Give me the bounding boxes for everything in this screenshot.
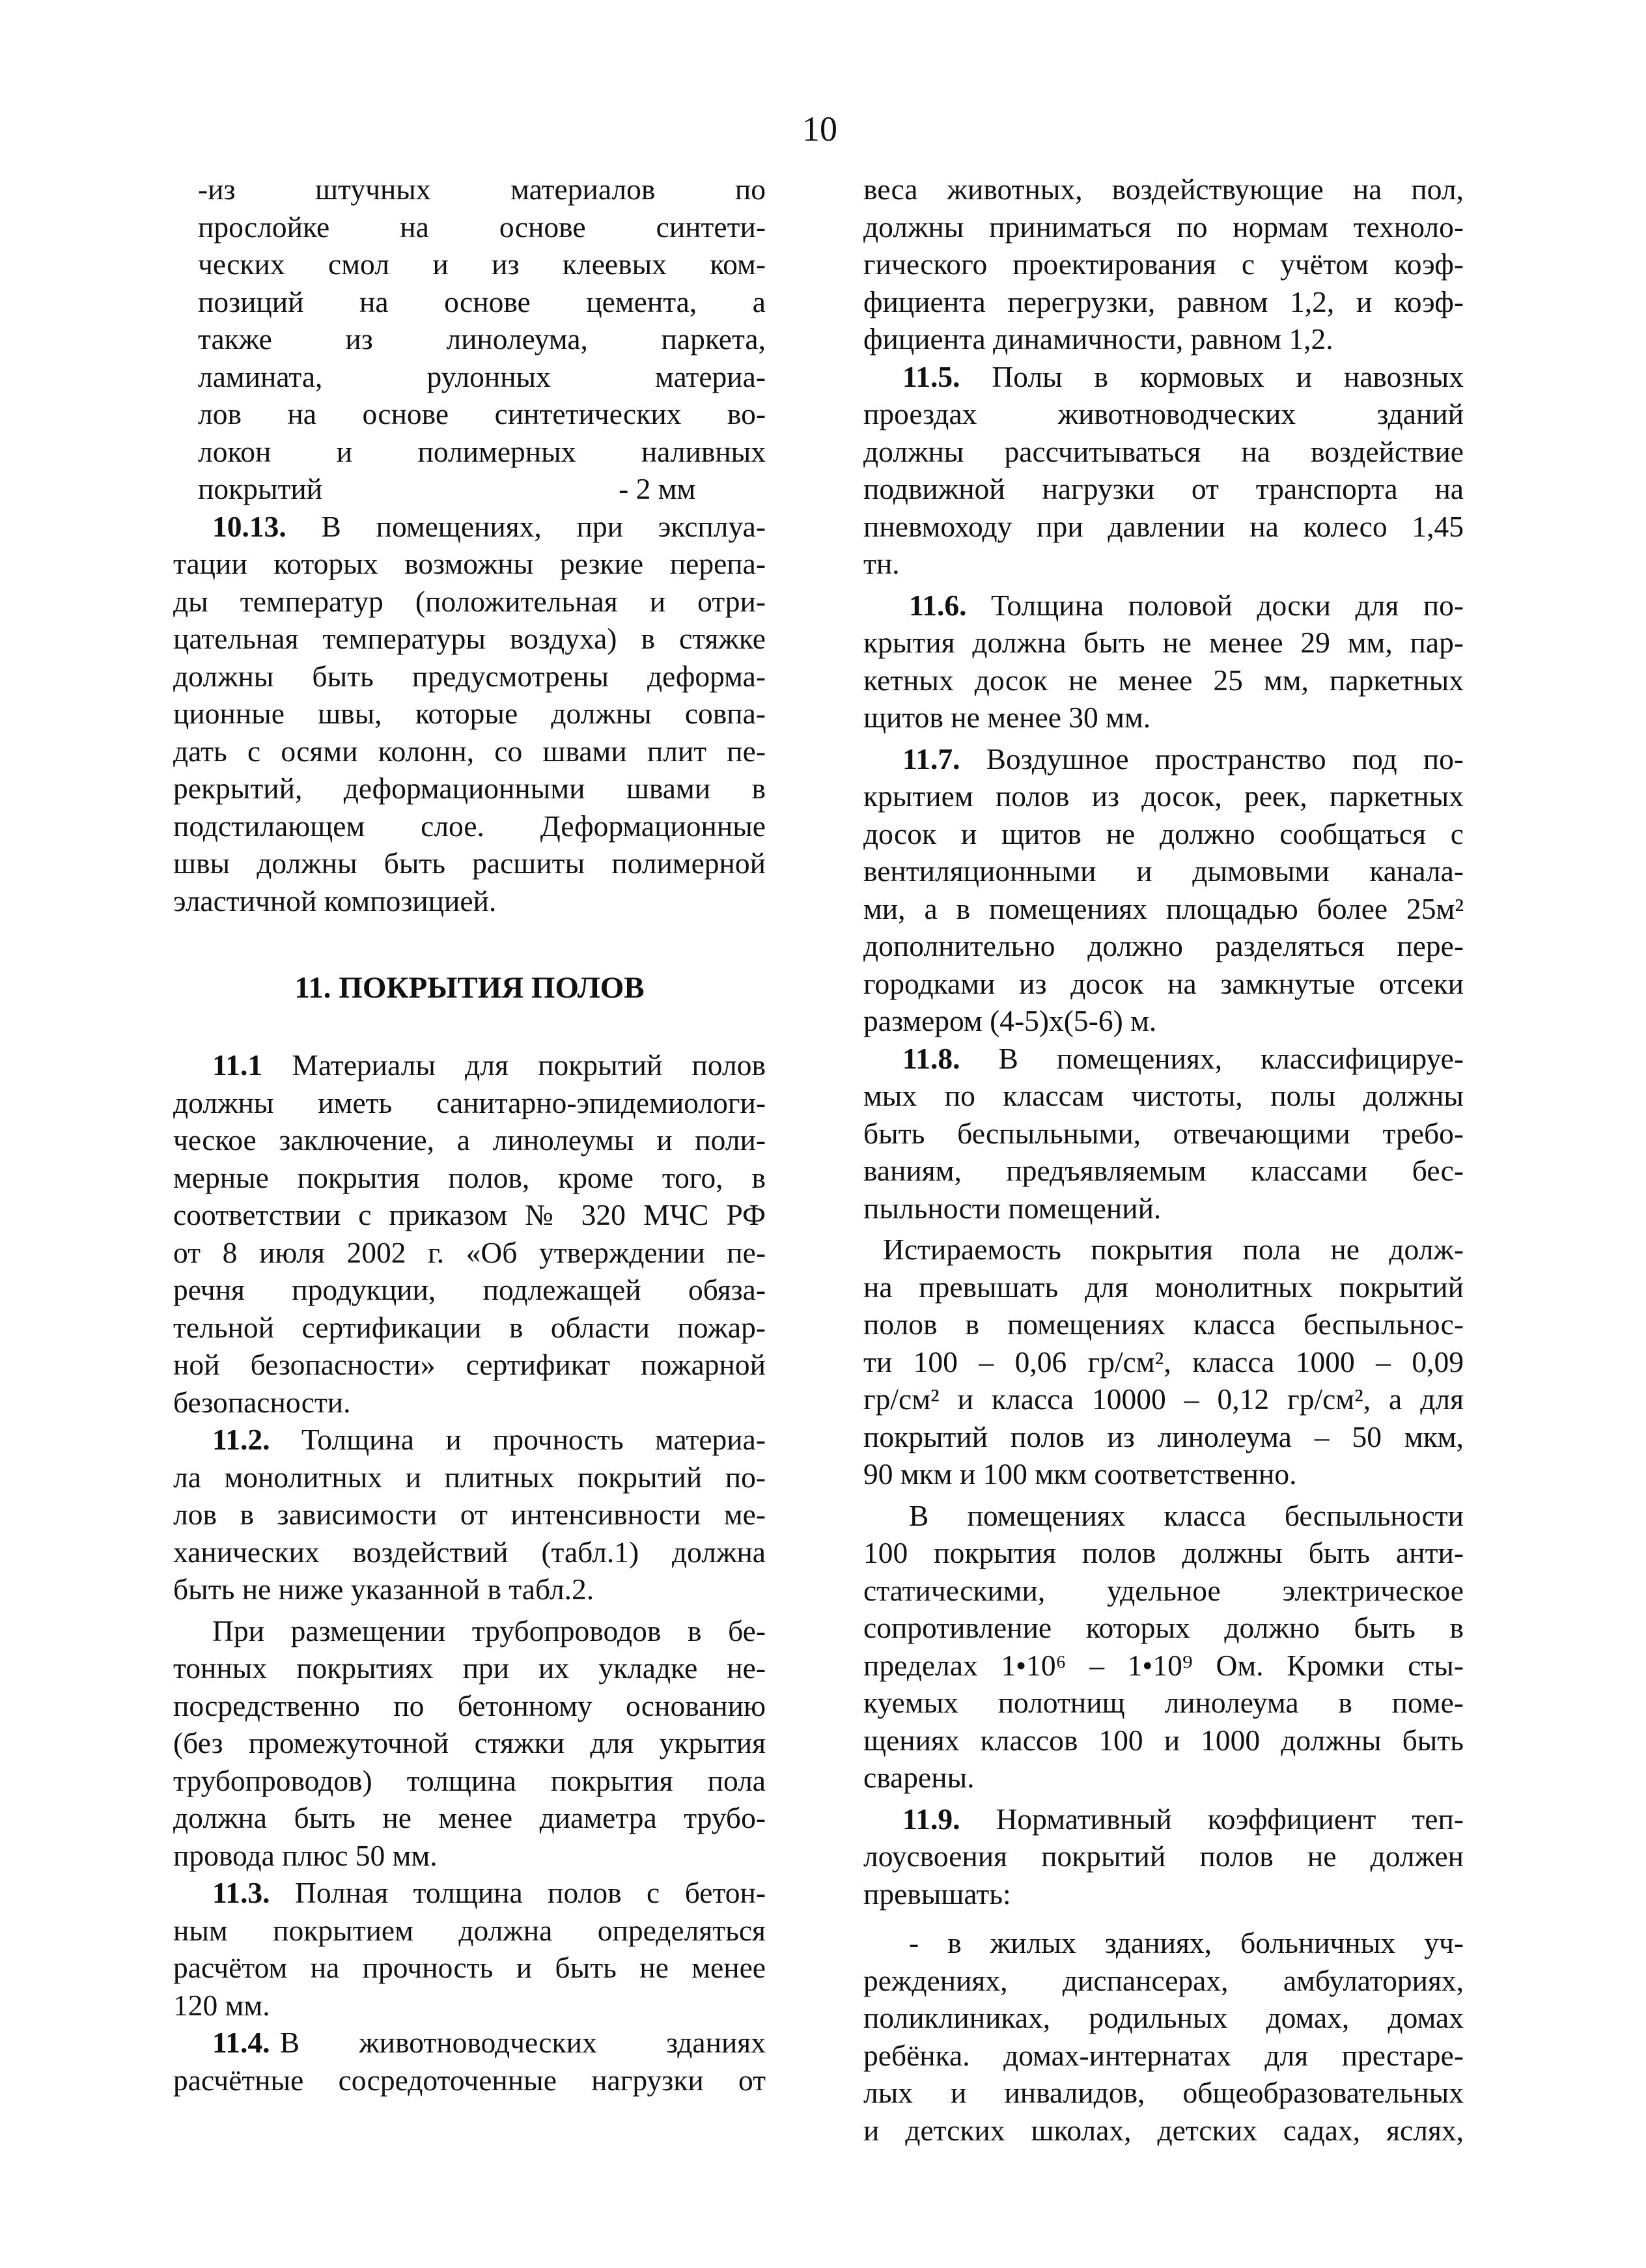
text-line: должна быть не менее диаметра трубо- xyxy=(173,1801,766,1834)
text-line: щениях классов 100 и 1000 должны быть xyxy=(863,1723,1464,1757)
text-line: В животноводческих зданиях xyxy=(270,2026,766,2059)
text-line: и детских школах, детских садах, яслях, xyxy=(863,2113,1464,2147)
text-line: тн. xyxy=(863,547,900,580)
text-line: гического проектирования с учётом коэф- xyxy=(863,247,1464,281)
text-line: Истираемость покрытия пола не долж- xyxy=(883,1233,1464,1266)
text-line: В помещениях, классифицируе- xyxy=(960,1041,1464,1075)
text-line: ханических воздействий (табл.1) должна xyxy=(173,1535,766,1569)
text-line: мерные покрытия полов, кроме того, в xyxy=(173,1160,766,1194)
paragraph-pipelines xyxy=(173,1612,766,1875)
paragraph-11-1 xyxy=(173,1046,766,1421)
paragraph-11-6 xyxy=(863,587,1464,736)
text-line: ческое заключение, а линолеумы и поли- xyxy=(173,1123,766,1156)
text-line: (без промежуточной стяжки для укрытия xyxy=(173,1726,766,1759)
text-line: Нормативный коэффициент теп- xyxy=(960,1802,1464,1836)
text-line: мых по классам чистоты, полы должны xyxy=(863,1079,1464,1112)
text-line: В помещениях, при эксплуа- xyxy=(286,509,766,543)
text-line: на превышать для монолитных покрытий xyxy=(863,1270,1464,1304)
text-line: ламината, рулонных материа- xyxy=(198,359,766,393)
section-number: 11.1 xyxy=(212,1048,263,1082)
section-number: 11.2. xyxy=(212,1423,270,1456)
text-line: В помещениях класса беспыльности xyxy=(909,1498,1464,1532)
text-line: ды температур (положительная и отри- xyxy=(173,584,766,618)
text-line: Полы в кормовых и навозных xyxy=(960,359,1464,393)
text-line: речня продукции, подлежащей обяза- xyxy=(173,1273,766,1306)
text-line: ла монолитных и плитных покрытий по- xyxy=(173,1460,766,1494)
text-line: ционные швы, которые должны совпа- xyxy=(173,697,766,730)
text-line: вентиляционными и дымовыми канала- xyxy=(863,854,1464,888)
text-line: позиций на основе цемента, а xyxy=(198,285,766,318)
text-line: должны быть предусмотрены деформа- xyxy=(173,659,766,693)
section-number: 11.3. xyxy=(212,1876,270,1909)
text-line: сопротивление которых должно быть в xyxy=(863,1611,1464,1644)
section-number: 11.4. xyxy=(212,2026,270,2059)
text-line: 100 покрытия полов должны быть анти- xyxy=(863,1536,1464,1569)
text-line: лых и инвалидов, общеобразовательных xyxy=(863,2076,1464,2109)
text-line: размером (4-5)х(5-6) м. xyxy=(863,1004,1157,1037)
text-line: пневмоходу при давлении на колесо 1,45 xyxy=(863,509,1464,543)
text-line: лов на основе синтетических во- xyxy=(198,397,766,430)
paragraph-11-7 xyxy=(863,740,1464,1040)
text-line: должны рассчитываться на воздействие xyxy=(863,434,1464,468)
text-line: Толщина половой доски для по- xyxy=(966,588,1464,622)
text-line: ной безопасности» сертификат пожарной xyxy=(173,1348,766,1381)
section-number: 11.6. xyxy=(909,588,967,622)
text-line: подвижной нагрузки от транспорта на xyxy=(863,472,1464,505)
text-line: щитов не менее 30 мм. xyxy=(863,701,1151,734)
text-line: провода плюс 50 мм. xyxy=(173,1838,438,1872)
text-line: досок и щитов не должно сообщаться с xyxy=(863,817,1464,850)
text-line: лов в зависимости от интенсивности ме- xyxy=(173,1498,766,1531)
text-line: крытием полов из досок, реек, паркетных xyxy=(863,779,1464,813)
text-line: посредственно по бетонному основанию xyxy=(173,1688,766,1722)
text-line: дополнительно должно разделяться пере- xyxy=(863,929,1464,962)
text-line: кетных досок не менее 25 мм, паркетных xyxy=(863,663,1464,697)
text-line: покрытий полов из линолеума – 50 мкм, xyxy=(863,1420,1464,1453)
text-line: от 8 июля 2002 г. «Об утверждении пе- xyxy=(173,1235,766,1269)
paragraph-11-4 xyxy=(173,2024,766,2099)
text-line: ческих смол и из клеевых ком- xyxy=(198,247,766,281)
paragraph-11-8 xyxy=(863,1040,1464,1227)
text-line: подстилающем слое. Деформационные xyxy=(173,809,766,843)
paragraph-abrasion xyxy=(863,1231,1464,1493)
text-line: также из линолеума, паркета, xyxy=(198,322,766,356)
text-line: эластичной композицией. xyxy=(173,884,497,917)
paragraph-continued xyxy=(863,171,1464,358)
right-column xyxy=(863,171,1464,2149)
text-line: 90 мкм и 100 мкм соответственно. xyxy=(863,1457,1297,1491)
text-line: тации которых возможны резкие перепа- xyxy=(173,547,766,580)
section-heading: 11. ПОКРЫТИЯ ПОЛОВ xyxy=(294,971,645,1005)
text-line: тельной сертификации в области пожар- xyxy=(173,1310,766,1344)
paragraph-residential-list xyxy=(863,1924,1464,2149)
text-line: полов в помещениях класса беспыльнос- xyxy=(863,1308,1464,1341)
text-line: фициента динамичности, равном 1,2. xyxy=(863,322,1333,356)
text-line: -из штучных материалов по xyxy=(198,173,766,206)
text-line: 120 мм. xyxy=(173,1988,270,2022)
section-number: 11.8. xyxy=(902,1041,960,1075)
text-line: гр/см² и класса 10000 – 0,12 гр/см², а для xyxy=(863,1382,1464,1416)
text-line: проездах животноводческих зданий xyxy=(863,397,1464,430)
text-line: должны иметь санитарно-эпидемиологи- xyxy=(173,1085,766,1119)
paragraph-11-3 xyxy=(173,1874,766,2024)
section-number: 11.5. xyxy=(902,359,960,393)
text-line: цательная температуры воздуха) в стяжке xyxy=(173,622,766,655)
paragraph-11-2 xyxy=(173,1421,766,1608)
text-line: веса животных, воздействующие на пол, xyxy=(863,173,1464,206)
text-line: ми, а в помещениях площадью более 25м² xyxy=(863,891,1464,925)
text-line: Толщина и прочность материа- xyxy=(270,1423,766,1456)
text-line: пределах 1•10⁶ – 1•10⁹ Ом. Кромки сты- xyxy=(863,1648,1464,1682)
text-line: Полная толщина полов с бетон- xyxy=(270,1876,766,1909)
text-line: тонных покрытиях при их укладке не- xyxy=(173,1651,766,1685)
text-line: трубопроводов) толщина покрытия пола xyxy=(173,1763,766,1797)
text-line: При размещении трубопроводов в бе- xyxy=(212,1614,766,1647)
text-line: покрытий - 2 мм xyxy=(198,472,696,505)
text-line: превышать: xyxy=(863,1877,1011,1911)
text-line: ти 100 – 0,06 гр/см², класса 1000 – 0,09 xyxy=(863,1345,1464,1379)
paragraph-piece-materials xyxy=(173,171,766,508)
section-number: 11.9. xyxy=(902,1802,960,1836)
text-line: локон и полимерных наливных xyxy=(198,434,766,468)
text-line: фициента перегрузки, равном 1,2, и коэф- xyxy=(863,285,1464,318)
text-line: безопасности. xyxy=(173,1385,351,1419)
paragraph-11-9 xyxy=(863,1800,1464,1913)
text-line: сварены. xyxy=(863,1761,975,1794)
text-line: городками из досок на замкнутые отсеки xyxy=(863,966,1464,1000)
text-line: пыльности помещений. xyxy=(863,1191,1162,1225)
section-number: 10.13. xyxy=(212,509,286,543)
text-line: Материалы для покрытий полов xyxy=(262,1048,766,1082)
text-line: статическими, удельное электрическое xyxy=(863,1573,1464,1607)
left-column xyxy=(173,171,766,2099)
text-line: поликлиниках, родильных домах, домах xyxy=(863,2001,1464,2034)
page-number: 10 xyxy=(802,109,837,148)
text-line: лоусвоения покрытий полов не должен xyxy=(863,1840,1464,1873)
section-number: 11.7. xyxy=(902,742,960,776)
text-line: быть беспыльными, отвечающими требо- xyxy=(863,1116,1464,1150)
text-line: прослойке на основе синтети- xyxy=(198,210,766,244)
text-line: рекрытий, деформационными швами в xyxy=(173,772,766,805)
text-line: ребёнка. домах-интернатах для престаре- xyxy=(863,2038,1464,2072)
paragraph-10-13 xyxy=(173,508,766,920)
text-line: ваниям, предъявляемым классами бес- xyxy=(863,1154,1464,1187)
text-line: реждениях, диспансерах, амбулаториях, xyxy=(863,1963,1464,1997)
text-line: расчётные сосредоточенные нагрузки от xyxy=(173,2063,766,2097)
text-line: - в жилых зданиях, больничных уч- xyxy=(909,1926,1464,1959)
text-line: должны приниматься по нормам техноло- xyxy=(863,210,1464,244)
text-line: Воздушное пространство под по- xyxy=(960,742,1464,776)
text-line: соответствии с приказом № 320 МЧС РФ xyxy=(173,1198,766,1231)
text-line: дать с осями колонн, со швами плит пе- xyxy=(173,734,766,768)
text-line: крытия должна быть не менее 29 мм, пар- xyxy=(863,626,1464,659)
text-line: швы должны быть расшиты полимерной xyxy=(173,847,766,880)
text-line: быть не ниже указанной в табл.2. xyxy=(173,1573,594,1606)
text-line: ным покрытием должна определяться xyxy=(173,1913,766,1947)
text-line: куемых полотнищ линолеума в поме- xyxy=(863,1686,1464,1719)
paragraph-antistatic xyxy=(863,1497,1464,1797)
text-line: расчётом на прочность и быть не менее xyxy=(173,1951,766,1984)
paragraph-11-5 xyxy=(863,358,1464,583)
